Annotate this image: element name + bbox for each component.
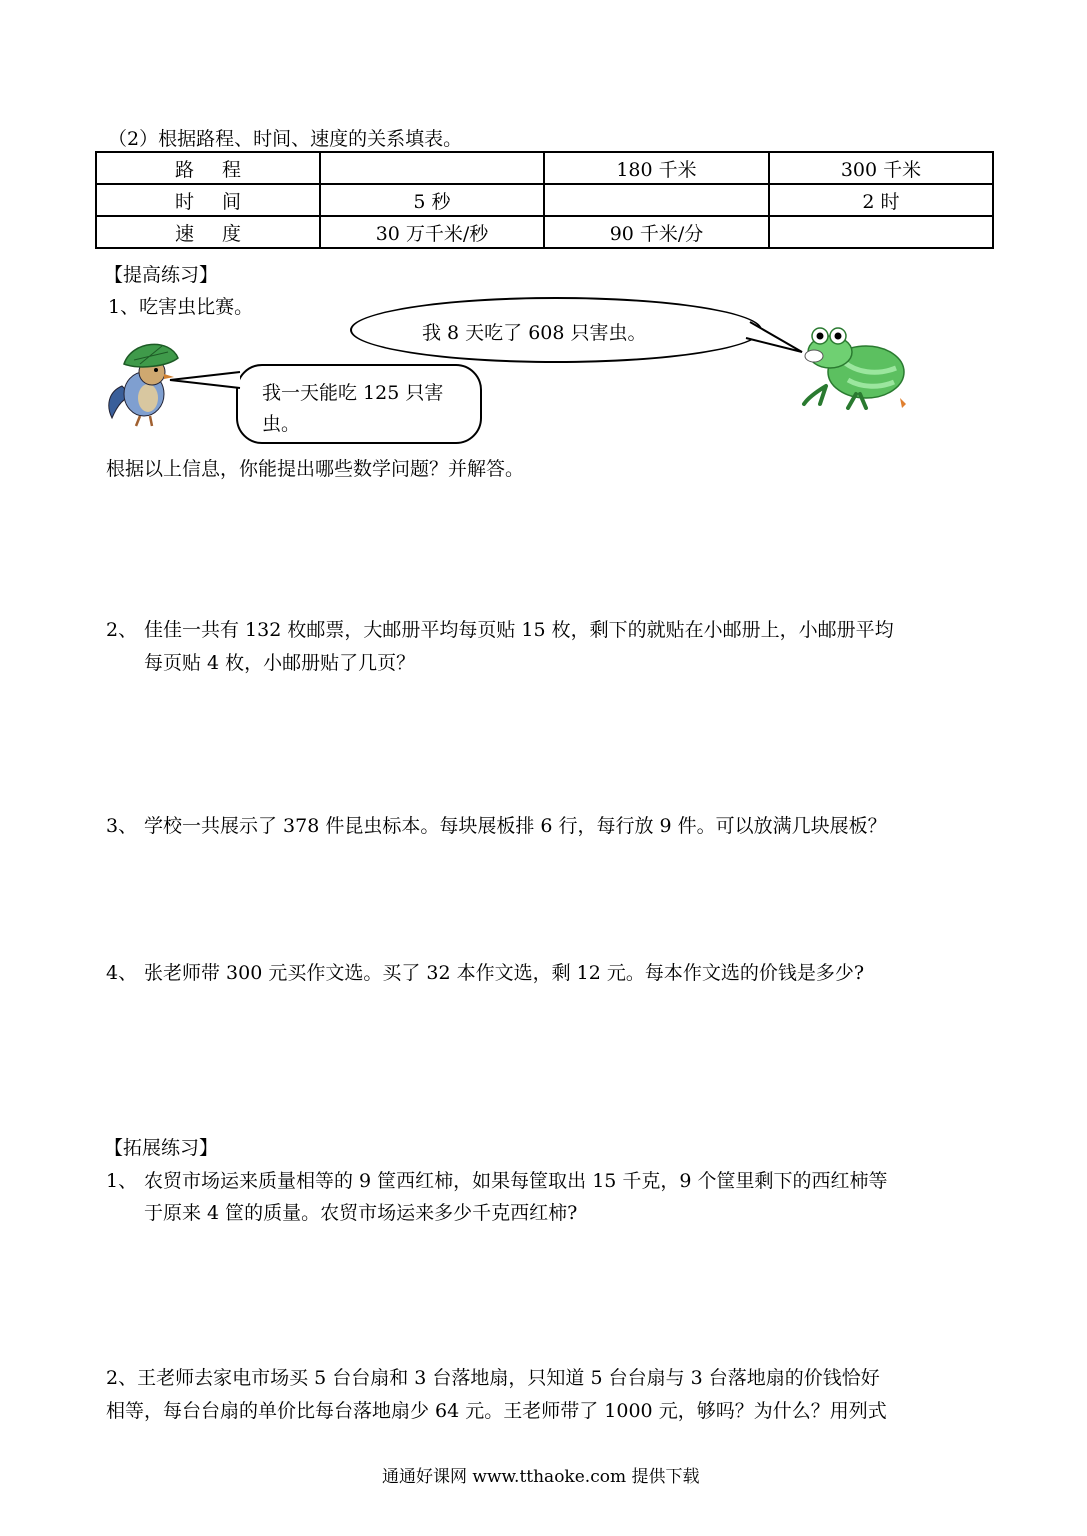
frog-speech-text: 我 8 天吃了 608 只害虫。 [422, 322, 647, 344]
e1-line1: 农贸市场运来质量相等的 9 筐西红柿，如果每筐取出 15 千克，9 个筐里剩下的西红柿等 [144, 1170, 888, 1192]
bird-speech-line1: 我一天能吃 125 只害 [262, 382, 444, 404]
table-cell [320, 152, 544, 184]
table-cell: 180 千米 [544, 152, 769, 184]
q2-line1: 佳佳一共有 132 枚邮票，大邮册平均每页贴 15 枚，剩下的就贴在小邮册上，小邮册平均 [144, 619, 894, 641]
frog-illustration [796, 322, 908, 410]
table-row [96, 152, 993, 184]
section-extend-heading: 【拓展练习】 [104, 1137, 219, 1159]
relation-table [95, 151, 994, 249]
table-cell: 2 时 [769, 184, 993, 216]
e2-line1: 2、王老师去家电市场买 5 台台扇和 3 台落地扇，只知道 5 台台扇与 3 台落地扇的价钱恰好 [106, 1367, 880, 1389]
table-cell: 90 千米/分 [544, 216, 769, 248]
q1-prompt: 根据以上信息，你能提出哪些数学问题？并解答。 [106, 458, 525, 480]
bird-illustration [104, 334, 184, 428]
table-row [96, 216, 993, 248]
page-footer: 通通好课网 www.tthaoke.com 提供下载 [382, 1467, 700, 1487]
q2-line2: 每页贴 4 枚，小邮册贴了几页？ [144, 652, 416, 674]
section-improve-heading: 【提高练习】 [104, 264, 219, 286]
q3-number: 3、 [106, 815, 138, 837]
table-cell: 30 万千米/秒 [320, 216, 544, 248]
table-row [96, 184, 993, 216]
row-head-distance: 路程 [96, 152, 320, 184]
table-cell [769, 216, 993, 248]
table-cell [544, 184, 769, 216]
table-intro: （2）根据路程、时间、速度的关系填表。 [108, 128, 463, 150]
table-cell: 5 秒 [320, 184, 544, 216]
e1-line2: 于原来 4 筐的质量。农贸市场运来多少千克西红柿? [144, 1202, 578, 1224]
q4-text: 张老师带 300 元买作文选。买了 32 本作文选，剩 12 元。每本作文选的价钱是多少? [144, 962, 865, 984]
q4-number: 4、 [106, 962, 138, 984]
q1-title: 1、吃害虫比赛。 [108, 296, 254, 318]
e2-line2: 相等，每台台扇的单价比每台落地扇少 64 元。王老师带了 1000 元，够吗？为什么？用列式 [106, 1400, 887, 1422]
q3-text: 学校一共展示了 378 件昆虫标本。每块展板排 6 行，每行放 9 件。可以放满几块展板？ [144, 815, 887, 837]
q2-number: 2、 [106, 619, 138, 641]
e1-number: 1、 [106, 1170, 138, 1192]
table-cell: 300 千米 [769, 152, 993, 184]
bird-speech-line2: 虫。 [262, 413, 301, 435]
row-head-speed: 速度 [96, 216, 320, 248]
row-head-time: 时间 [96, 184, 320, 216]
